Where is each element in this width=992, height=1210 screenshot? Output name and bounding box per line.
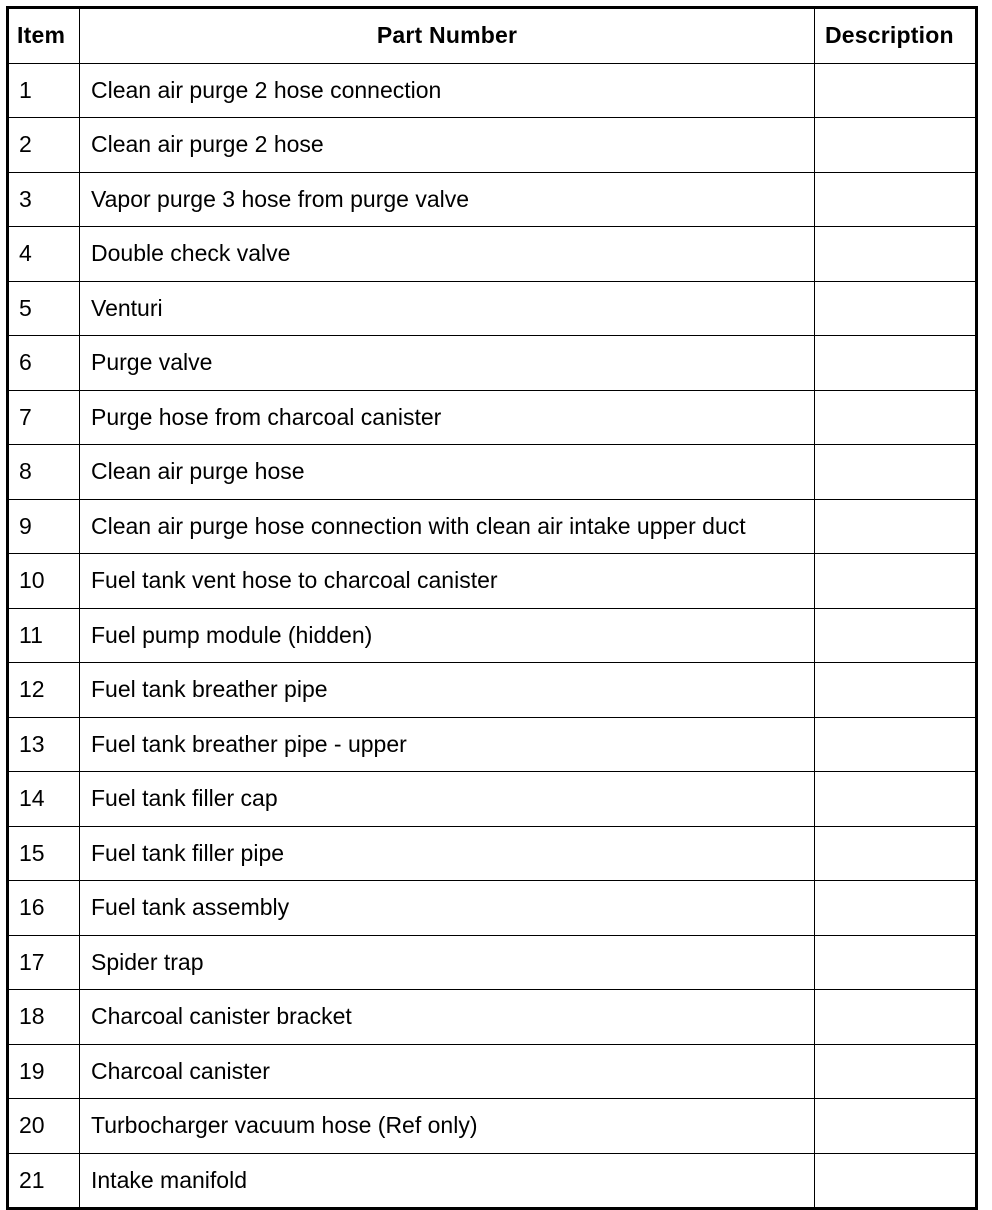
table-row (8, 227, 977, 282)
item-number-cell: 9 (8, 499, 80, 554)
item-number-cell: 20 (8, 1099, 80, 1154)
description-cell (815, 227, 977, 282)
item-number-cell: 21 (8, 1153, 80, 1209)
description-cell (815, 445, 977, 500)
item-number-cell: 11 (8, 608, 80, 663)
table-row (8, 935, 977, 990)
description-cell (815, 608, 977, 663)
description-cell (815, 172, 977, 227)
item-number-cell: 15 (8, 826, 80, 881)
description-cell (815, 281, 977, 336)
header-part-number: Part Number (80, 8, 815, 64)
table-row (8, 63, 977, 118)
item-number-cell: 12 (8, 663, 80, 718)
table-row (8, 990, 977, 1045)
part-name-cell: Clean air purge hose (80, 445, 815, 500)
item-number-cell: 13 (8, 717, 80, 772)
description-cell (815, 1044, 977, 1099)
description-cell (815, 554, 977, 609)
part-name-cell: Double check valve (80, 227, 815, 282)
header-description: Description (815, 8, 977, 64)
item-number-cell: 7 (8, 390, 80, 445)
description-cell (815, 499, 977, 554)
part-name-cell: Turbocharger vacuum hose (Ref only) (80, 1099, 815, 1154)
table-row (8, 554, 977, 609)
description-cell (815, 663, 977, 718)
description-cell (815, 990, 977, 1045)
description-cell (815, 1153, 977, 1209)
description-cell (815, 717, 977, 772)
table-row (8, 608, 977, 663)
item-number-cell: 8 (8, 445, 80, 500)
table-row (8, 1153, 977, 1209)
item-number-cell: 17 (8, 935, 80, 990)
description-cell (815, 63, 977, 118)
item-number-cell: 19 (8, 1044, 80, 1099)
table-row (8, 663, 977, 718)
table-row (8, 1099, 977, 1154)
part-name-cell: Purge valve (80, 336, 815, 391)
part-name-cell: Fuel tank filler pipe (80, 826, 815, 881)
description-cell (815, 881, 977, 936)
table-row (8, 390, 977, 445)
item-number-cell: 6 (8, 336, 80, 391)
header-item: Item (8, 8, 80, 64)
item-number-cell: 1 (8, 63, 80, 118)
part-name-cell: Fuel tank filler cap (80, 772, 815, 827)
part-name-cell: Clean air purge 2 hose connection (80, 63, 815, 118)
part-name-cell: Fuel tank vent hose to charcoal canister (80, 554, 815, 609)
table-row (8, 445, 977, 500)
item-number-cell: 4 (8, 227, 80, 282)
description-cell (815, 826, 977, 881)
item-number-cell: 5 (8, 281, 80, 336)
part-name-cell: Spider trap (80, 935, 815, 990)
item-number-cell: 18 (8, 990, 80, 1045)
description-cell (815, 935, 977, 990)
item-number-cell: 2 (8, 118, 80, 173)
part-name-cell: Clean air purge hose connection with clean air intake upper duct (80, 499, 815, 554)
description-cell (815, 336, 977, 391)
description-cell (815, 772, 977, 827)
table-header-row (8, 8, 977, 64)
item-number-cell: 3 (8, 172, 80, 227)
part-name-cell: Venturi (80, 281, 815, 336)
part-name-cell: Charcoal canister bracket (80, 990, 815, 1045)
item-number-cell: 10 (8, 554, 80, 609)
table-row (8, 499, 977, 554)
part-name-cell: Intake manifold (80, 1153, 815, 1209)
table-row (8, 281, 977, 336)
description-cell (815, 118, 977, 173)
table-row (8, 172, 977, 227)
table-body (8, 63, 977, 1209)
item-number-cell: 14 (8, 772, 80, 827)
table-row (8, 118, 977, 173)
description-cell (815, 390, 977, 445)
item-number-cell: 16 (8, 881, 80, 936)
part-name-cell: Purge hose from charcoal canister (80, 390, 815, 445)
table-row (8, 772, 977, 827)
table-row (8, 336, 977, 391)
part-name-cell: Charcoal canister (80, 1044, 815, 1099)
part-name-cell: Vapor purge 3 hose from purge valve (80, 172, 815, 227)
table-row (8, 881, 977, 936)
part-name-cell: Fuel tank breather pipe (80, 663, 815, 718)
part-name-cell: Fuel tank assembly (80, 881, 815, 936)
table-row (8, 717, 977, 772)
table-row (8, 826, 977, 881)
description-cell (815, 1099, 977, 1154)
part-name-cell: Fuel tank breather pipe - upper (80, 717, 815, 772)
part-name-cell: Fuel pump module (hidden) (80, 608, 815, 663)
parts-table (6, 6, 978, 1210)
table-row (8, 1044, 977, 1099)
part-name-cell: Clean air purge 2 hose (80, 118, 815, 173)
